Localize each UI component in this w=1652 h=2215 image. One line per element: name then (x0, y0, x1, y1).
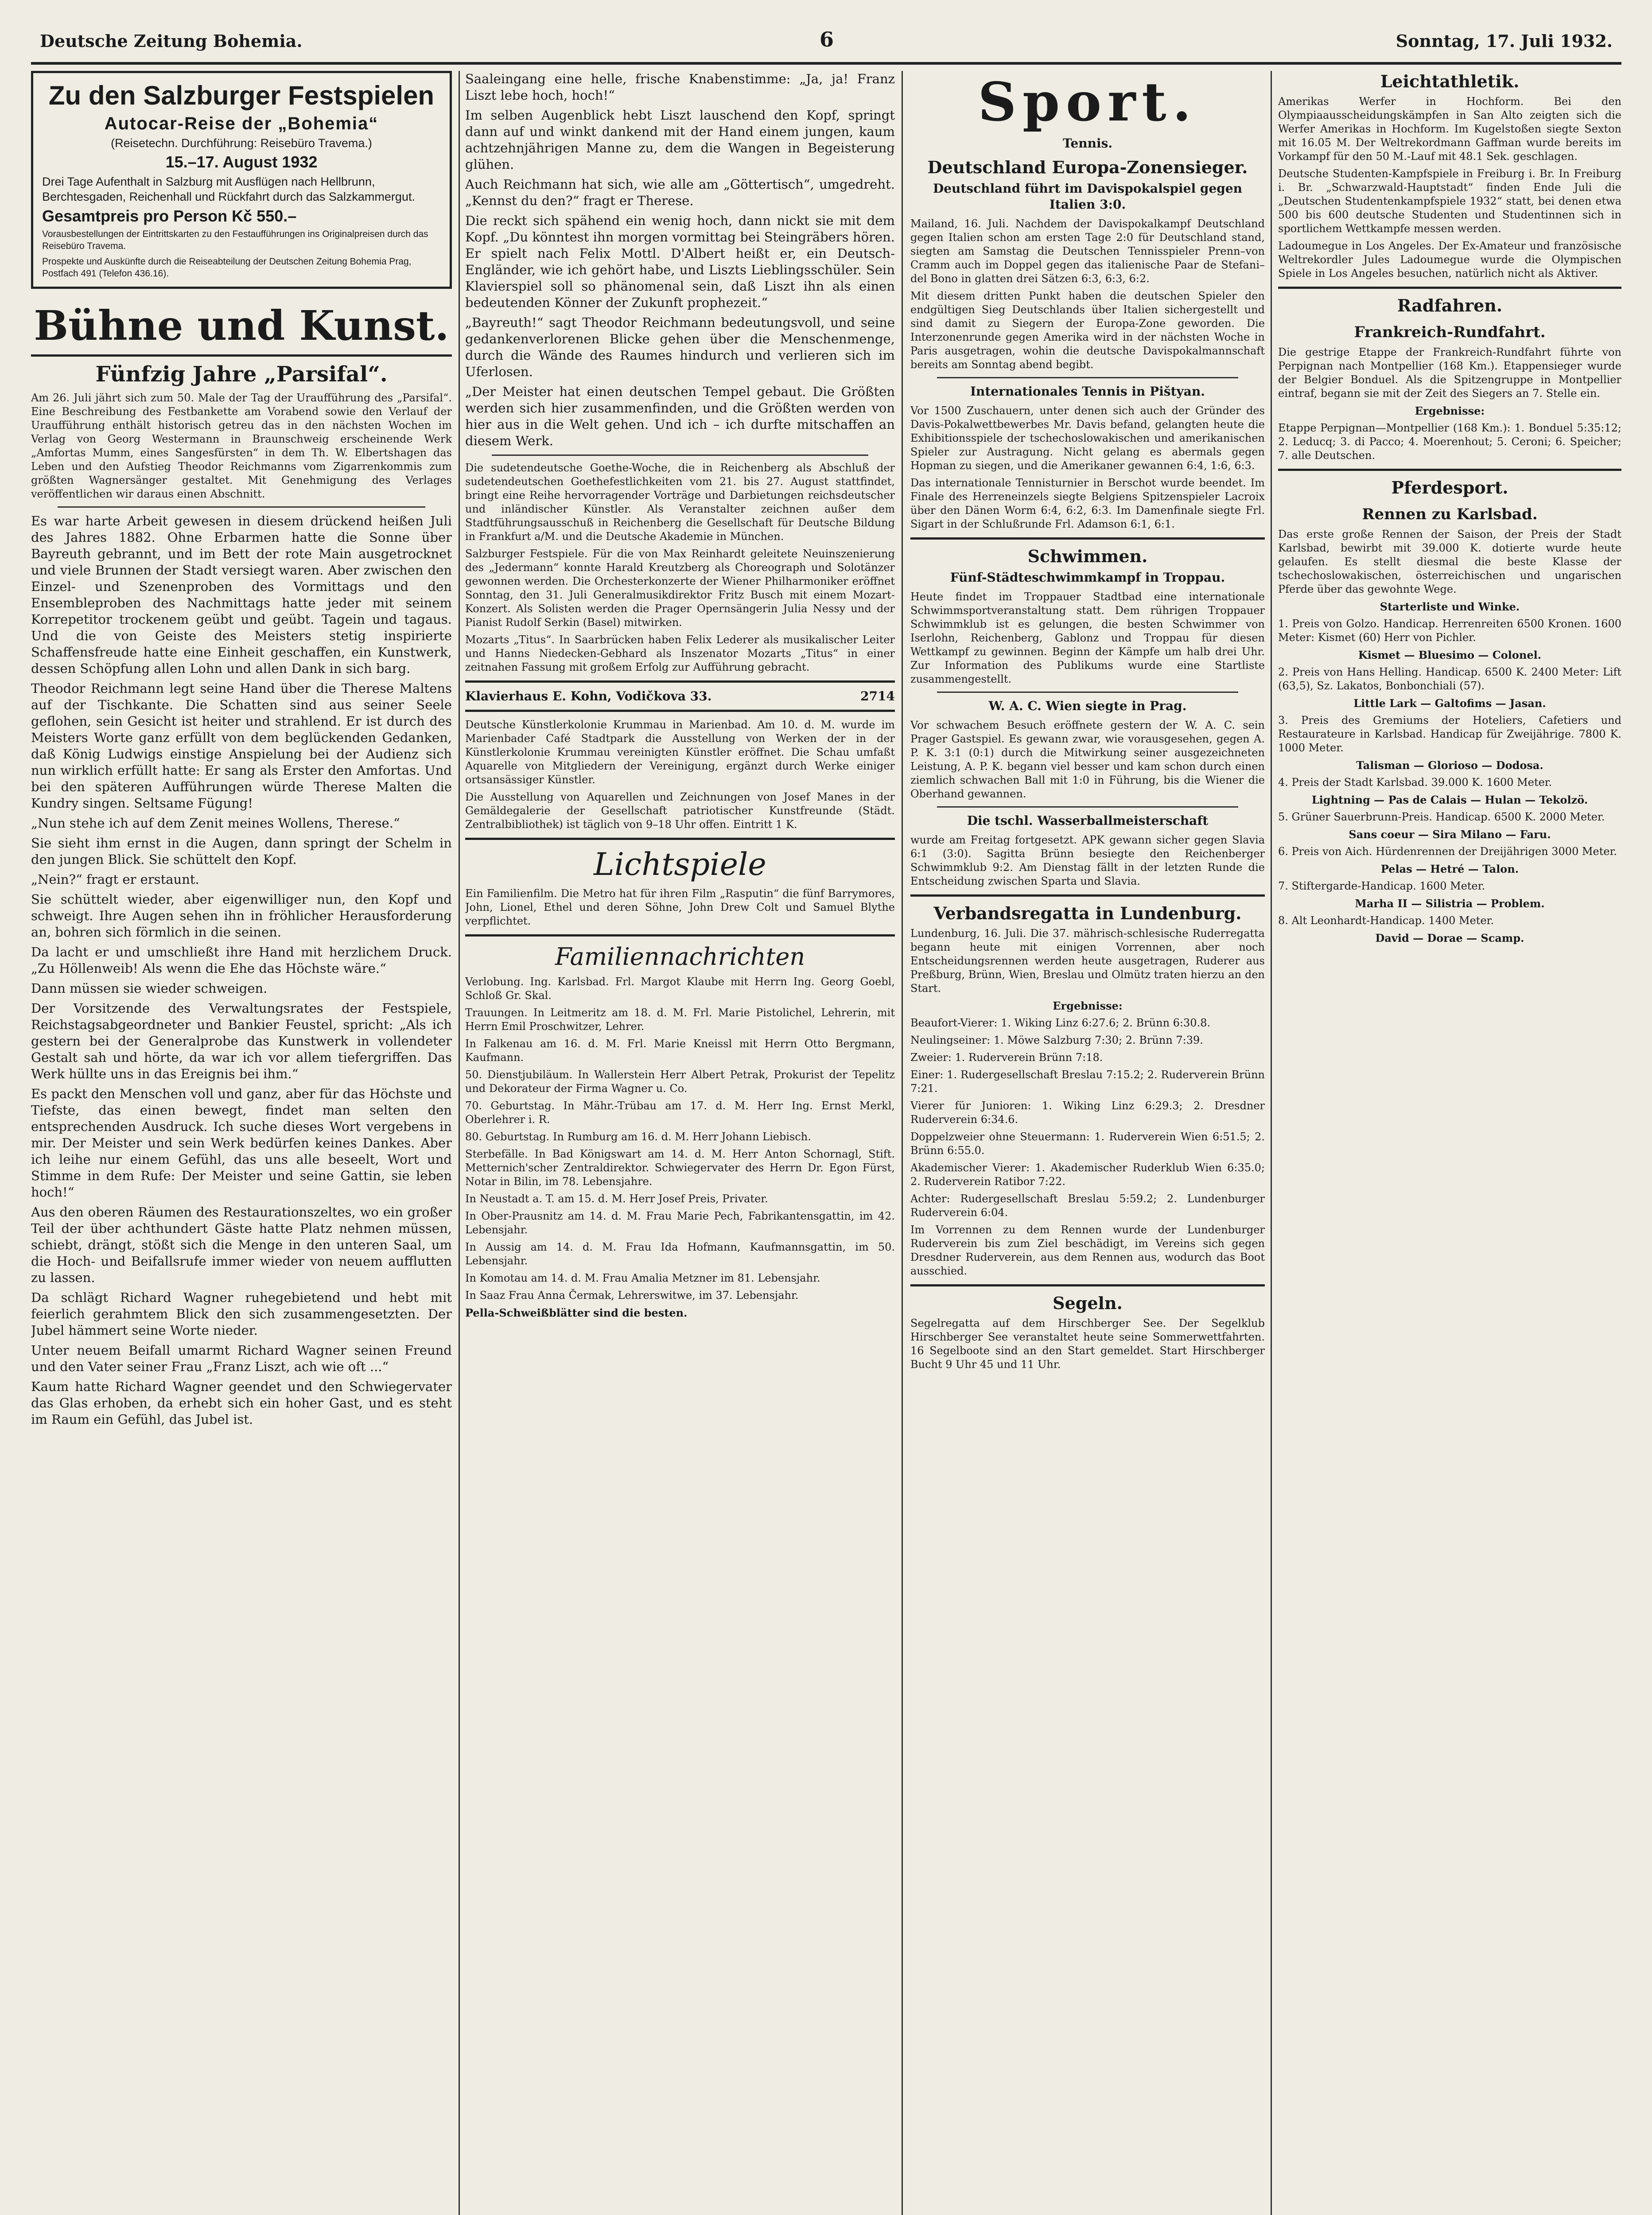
headline-regatta: Verbandsregatta in Lundenburg. (933, 903, 1242, 923)
result-line: Vierer für Junioren: 1. Wiking Linz 6:29.3; 2. Dresdner Ruderverein 6:34.6. (910, 1100, 1265, 1126)
article-paragraph: Vor 1500 Zuschauern, unter denen sich auch der Gründer des Davis-Pokalwettbewerbes Mr. Davis befand, gelangten heute die Exhibitionsspiele der tschechoslowakischen und amerikanischen Spieler zur Austragung. Nicht gelang es abermals gegen Hopman zu siegen, und die Amerikaner gewannen 6:4, 1:6, 6:3. (910, 404, 1265, 472)
family-notice: In Aussig am 14. d. M. Frau Ida Hofmann, Kaufmannsgattin, im 50. Lebensjahr. (465, 1241, 895, 1267)
article-paragraph: Saaleingang eine helle, frische Knabenstimme: „Ja, ja! Franz Liszt lebe hoch, hoch!“ (465, 71, 895, 103)
section-title-familien: Familiennachrichten (555, 943, 805, 971)
result-line: Akademischer Vierer: 1. Akademischer Ruderklub Wien 6:35.0; 2. Ruderverein Ratibor 7:22. (910, 1162, 1265, 1188)
piano-ad (465, 689, 895, 703)
family-notice: Sterbefälle. In Bad Königswart am 14. d. M. Herr Anton Schornagl, Stift. Metternich'scher Zentraldirektor. Schwiegervater des Herrn Dr. Egon Fürst, Notar in Bilin, im 78. Lebensjahre. (465, 1148, 895, 1188)
film-news: Ein Familienfilm. Die Metro hat für ihren Film „Rasputin“ die fünf Barrymores, John, Lionel, Ethel und deren Söhne, John Drew Colt und Samuel Blythe verpflichtet. (465, 887, 895, 927)
article-paragraph: Das erste große Rennen der Saison, der Preis der Stadt Karlsbad, bewirbt mit 39.000 K. dotierte wurde heute gelaufen. Es stellt diesmal die beste Klasse der tschechoslowakischen, österreichischen und ungarischen Pferde über das gewohnte Wege. (1278, 528, 1621, 595)
article-paragraph: Auch Reichmann hat sich, wie alle am „Göttertisch“, umgedreht. „Kennst du den?“ fragt er Therese. (465, 177, 895, 208)
masthead-left: Deutsche Zeitung Bohemia. (40, 31, 303, 51)
article-paragraph: Unter neuem Beifall umarmt Richard Wagner seinen Freund und den Vater seiner Frau „Franz Liszt, ach wie oft ...“ (31, 1343, 452, 1374)
result-line: Doppelzweier ohne Steuermann: 1. Ruderverein Wien 6:51.5; 2. Brünn 6:55.0. (910, 1131, 1265, 1157)
news-item: Die Ausstellung von Aquarellen und Zeichnungen von Josef Manes in der Gemäldegalerie der Gesellschaft patriotischer Kunstfreunde (Städt. Zentralbibliothek) ist täglich von 9–18 Uhr offen. Eintritt 1 K. (465, 791, 895, 831)
subsection-leichtathletik: Leichtathletik. (1380, 71, 1520, 91)
article-paragraph: Kaum hatte Richard Wagner geendet und den Schwiegervater das Glas erhoben, da erhebt sich ein hoher Gast, und es steht im Raum ein Gefühl, das Jubel ist. (31, 1379, 452, 1427)
race-tip: Sans coeur — Sira Milano — Faru. (1349, 828, 1551, 841)
ad-subtitle: Autocar-Reise der „Bohemia“ (104, 114, 379, 133)
race-entry: 2. Preis von Hans Helling. Handicap. 6500 K. 2400 Meter: Lift (63,5), Sz. Lakatos, Bonbonchiali (57). (1278, 666, 1621, 692)
family-notice: In Falkenau am 16. d. M. Frl. Marie Kneissl mit Herrn Otto Bergmann, Kaufmann. (465, 1038, 895, 1064)
article-paragraph: Theodor Reichmann legt seine Hand über die Therese Maltens auf der Tischkante. Die Schatten sind aus seiner Seele geflohen, sein Gesicht ist heiter und strahlend. Er ist durch des Meisters Worte ganz erfüllt von dem beglückenden Gedanken, daß König Ludwigs einstige Anspielung bei der Audienz sich nun wirklich erfüllt hatte: Er sang als Erster den Amfortas. Und bei den späteren Aufführungen würde Therese Malten die Kundry singen. Seltsame Fügung! (31, 681, 452, 811)
family-notice: 80. Geburtstag. In Rumburg am 16. d. M. Herr Johann Liebisch. (465, 1131, 811, 1143)
divider (465, 710, 895, 712)
results-label: Ergebnisse: (1415, 404, 1485, 417)
family-notice: Trauungen. In Leitmeritz am 18. d. M. Frl. Marie Pistolichel, Lehrerin, mit Herrn Emil Proschwitzer, Lehrer. (465, 1006, 895, 1033)
article-paragraph: Sie schüttelt wieder, aber eigenwilliger nun, den Kopf und schweigt. Ihre Augen sehen ihn in fröhlicher Herausforderung an, bohren sich förmlich in die seinen. (31, 892, 452, 940)
divider (465, 934, 895, 937)
race-tip: Marha II — Silistria — Problem. (1355, 897, 1545, 910)
article-paragraph: Die gestrige Etappe der Frankreich-Rundfahrt führte von Perpignan nach Montpellier (168 Km.). Etappensieger wurde der Belgier Bonduel. Als die Spitzengruppe in Montpellier eintraf, begann sie mit der Zeit des Siegers an 7. Stelle ein. (1278, 346, 1621, 400)
article-paragraph: Mailand, 16. Juli. Nachdem der Davispokalkampf Deutschland gegen Italien schon am ersten Tage 2:0 für Deutschland stand, siegten am Samstag die Deutschen Tennisspieler Prenn–von Cramm auch im Doppel gegen das italienische Paar de Stefani–del Bono in glatten drei Sätzen 6:3, 6:3, 6:2. (910, 218, 1265, 285)
race-tip: Lightning — Pas de Calais — Hulan — Tekolzö. (1311, 793, 1588, 806)
column-1 (31, 71, 452, 2215)
results-label: Ergebnisse: (1053, 999, 1123, 1012)
news-item: Mozarts „Titus“. In Saarbrücken haben Felix Lederer als musikalischer Leiter und Hanns Niedecken-Gebhard als Inszenator Mozarts „Titus“ in einer zeitnahen Fassung mit großem Erfolg zur Aufführung gebracht. (465, 633, 895, 673)
divider (937, 806, 1238, 808)
article-paragraph: „Nun stehe ich auf dem Zenit meines Wollens, Therese.“ (31, 816, 400, 831)
divider (58, 506, 425, 508)
news-item: Deutsche Künstlerkolonie Krummau in Marienbad. Am 10. d. M. wurde im Marienbader Café Stadtpark die Ausstellung von Werken der in der Künstlerkolonie Krummau vereinigten Künstler eröffnet. Die Schau umfaßt Aquarelle von Mitgliedern der Vereinigung, ergänzt durch Werke einiger ortsansässiger Künstler. (465, 719, 895, 786)
result-line: Achter: Rudergesellschaft Breslau 5:59.2; 2. Lundenburger Ruderverein 6:04. (910, 1193, 1265, 1219)
divider (910, 894, 1265, 897)
race-entry: 5. Grüner Sauerbrunn-Preis. Handicap. 6500 K. 2000 Meter. (1278, 811, 1605, 823)
subheadline-tennis: Deutschland führt im Davispokalspiel gegen Italien 3:0. (933, 181, 1243, 212)
ad-details: Drei Tage Aufenthalt in Salzburg mit Ausflügen nach Hellbrunn, Berchtesgaden, Reichenhall und Rückfahrt durch das Salzkammergut. (42, 175, 415, 203)
article-paragraph: Dann müssen sie wieder schweigen. (31, 981, 268, 996)
race-tip: Pelas — Hetré — Talon. (1380, 863, 1519, 875)
article-paragraph: Lundenburg, 16. Juli. Die 37. mährisch-schlesische Ruderregatta begann heute mit einigen Vorrennen, aber noch Entscheidungsrennen werden heute ausgetragen, Ruderer aus Preßburg, Brünn, Wien, Breslau und Olmütz traten hierzu an den Start. (910, 927, 1265, 995)
article-paragraph: Segelregatta auf dem Hirschberger See. Der Segelklub Hirschberger See veranstaltet heute seine Sommerwettfahrten. 16 Segelboote sind an den Start gemeldet. Start Hirschberger Bucht 9 Uhr 45 und 11 Uhr. (910, 1317, 1265, 1371)
race-tip: Talisman — Glorioso — Dodosa. (1356, 759, 1543, 772)
subsection-pferdesport: Pferdesport. (1391, 478, 1508, 497)
family-notice: 70. Geburtstag. In Mähr.-Trübau am 17. d. M. Herr Ing. Ernst Merkl, Oberlehrer i. R. (465, 1100, 895, 1126)
column-rule (1271, 71, 1272, 2215)
article-paragraph: Sie sieht ihm ernst in die Augen, dann springt der Schelm in den jungen Blick. Sie schüttelt den Kopf. (31, 835, 452, 867)
headline-wasserball: Die tschl. Wasserballmeisterschaft (967, 813, 1209, 828)
divider (937, 692, 1238, 693)
article-paragraph: Es packt den Menschen voll und ganz, aber für das Höchste und Tiefste, das einen bewegt, findet man selten den entsprechenden Ausdruck. Ich suche dieses Wort vergebens in mir. Der Meister und sein Werk bedürfen keines Dankes. Aber ich leihe nur einem Gefühl, das uns alle beseelt, Wort und Stimme in dem Rufe: Der Meister und seine Gattin, sie leben hoch!“ (31, 1086, 452, 1200)
article-title-parsifal: Fünfzig Jahre „Parsifal“. (95, 362, 388, 387)
race-tip: Kismet — Bluesimo — Colonel. (1358, 649, 1542, 661)
result-line: Einer: 1. Rudergesellschaft Breslau 7:15.2; 2. Ruderverein Brünn 7:21. (910, 1069, 1265, 1095)
article-intro: Am 26. Juli jährt sich zum 50. Male der Tag der Uraufführung des „Parsifal“. Eine Beschreibung des Festbankette am Vorabend sowie den Verlauf der Uraufführung enthält historisch getreu das in den nächsten Wochen im Verlag von Georg Westermann in Braunschweig erscheinende Werk „Amfortas Mumm, eines Sangesfürsten“ in dem Th. W. Elbertshagen das Leben und den Aufstieg Theodor Reichmanns vom Zigarrenkommis zum größten Wagnersänger gestaltet. Mit Genehmigung des Verlages veröffentlichen wir daraus einen Abschnitt. (31, 392, 452, 500)
result-line: Etappe Perpignan—Montpellier (168 Km.): 1. Bonduel 5:35:12; 2. Leducq; 3. di Pacco; 4. Moerenhout; 5. Ceroni; 6. Speicher; 7. alle Deutschen. (1278, 422, 1621, 462)
newspaper-page (31, 18, 1621, 2215)
news-item: Die sudetendeutsche Goethe-Woche, die in Reichenberg als Abschluß der sudetendeutschen Goethefestlichkeiten vom 21. bis 27. August stattfindet, bringt eine Reihe hervorragender Vorträge und Darbietungen reichsdeutscher und inländischer Künstler. Als Veranstalter zeichnen außer dem Stadtführungsausschuß in Reichenberg die Gesellschaft für Deutsche Bildung in Frankfurt a/M. und die Deutsche Akademie in München. (465, 462, 895, 543)
article-paragraph: Das internationale Tennisturnier in Berschot wurde beendet. Im Finale des Herreneinzels siegte Belgiens Spitzenspieler Lacroix über den Dänen Worm 6:4, 6:2, 6:3. Im Damenfinale siegte Frl. Sigart in der Schlußrunde Frl. Adamson 6:1, 6:1. (910, 477, 1265, 530)
ad-organizer: (Reisetechn. Durchführung: Reisebüro Travema.) (111, 136, 372, 150)
family-notice: Pella-Schweißblätter sind die besten. (465, 1306, 688, 1319)
column-4 (1278, 71, 1621, 2215)
article-paragraph: Da schlägt Richard Wagner ruhegebietend und hebt mit feierlich gerahmtem Blick den sich zusammengesetzten. Der Jubel hämmert seine Worte nieder. (31, 1290, 452, 1338)
divider (1278, 287, 1621, 289)
column-3 (910, 71, 1265, 2215)
piano-ad-text: Klavierhaus E. Kohn, Vodičkova 33. (465, 689, 712, 703)
race-tip: David — Dorae — Scamp. (1375, 932, 1524, 944)
result-line: Beaufort-Vierer: 1. Wiking Linz 6:27.6; 2. Brünn 6:30.8. (910, 1017, 1211, 1029)
ad-note: Vorausbestellungen der Eintrittskarten zu den Festaufführungen ins Originalpreisen durch das Reisebüro Travema. (42, 229, 428, 251)
subsection-tennis: Tennis. (1062, 136, 1113, 151)
section-title-lichtspiele: Lichtspiele (594, 846, 766, 882)
article-paragraph: Der Vorsitzende des Verwaltungsrates der Festspiele, Reichstagsabgeordneter und Bankier Feustel, spricht: „Als ich gestern bei der Generalprobe das Kunstwerk in vollendeter Gestalt sah und hörte, da war ich vor allem tiefergriffen. Das Werk hüllte uns in das Ereignis bei ihm.“ (31, 1001, 452, 1081)
article-paragraph: „Nein?“ fragt er erstaunt. (31, 872, 199, 887)
article-paragraph: Im Vorrennen zu dem Rennen wurde der Lundenburger Ruderverein bis zum Ziel beschädigt, im Vereins sich gegen Dresdner Ruderverein, aus dem Rennen aus, wodurch das Boot ausschied. (910, 1224, 1265, 1277)
article-paragraph: Vor schwachem Besuch eröffnete gestern der W. A. C. sein Prager Gastspiel. Es gewann zwar, wie vorausgesehen, gegen A. P. K. 3:1 (0:1) durch die Mitwirkung seiner ausgezeichneten Leistung, A. P. K. begann viel besser und kam schon durch einen ziemlich schwachen Ball mit 1:0 in Führung, bis die Wiener die Oberhand gewannen. (910, 719, 1265, 800)
divider (465, 838, 895, 840)
headline-tennis: Deutschland Europa-Zonensieger. (927, 157, 1248, 177)
race-tip: Little Lark — Galtofims — Jasan. (1353, 697, 1546, 710)
headline-pistyan: Internationales Tennis in Pištyan. (970, 384, 1205, 399)
issue-date: Sonntag, 17. Juli 1932. (1395, 31, 1613, 51)
article-paragraph: Im selben Augenblick hebt Liszt lauschend den Kopf, springt dann auf und winkt dankend mit der Hand einem jungen, kaum achtzehnjährigen Manne zu, dem die Wangen in Begeisterung glühen. (465, 108, 895, 172)
news-item: Salzburger Festspiele. Für die von Max Reinhardt geleitete Neuinszenierung des „Jedermann“ konnte Harald Kreutzberg als Choreograph und Solotänzer gewonnen werden. Die Orchesterkonzerte der Wiener Philharmoniker eröffnet Sonntag, den 31. Juli Generalmusikdirektor Fritz Busch mit einem Mozart-Konzert. Als Solisten werden die Prager Opernsängerin Julia Nessy und der Pianist Rudolf Serkin (Basel) mitwirken. (465, 548, 895, 629)
subsection-schwimmen: Schwimmen. (1027, 546, 1148, 566)
article-paragraph: Amerikas Werfer in Hochform. Bei den Olympiaausscheidungskämpfen in San Alto zeigten sich die Werfer Amerikas in Hochform. Im Kugelstoßen siegte Sexton mit 16.05 M. Der Weltrekordmann Gaffman wurde bereits im Vorkampf für den 50 M.-Lauf mit 48.1 Sek. geschlagen. (1278, 95, 1621, 163)
family-notice: In Ober-Prausnitz am 14. d. M. Frau Marie Pech, Fabrikantensgattin, im 42. Lebensjahr. (465, 1210, 895, 1236)
article-paragraph: Heute findet im Troppauer Stadtbad eine internationale Schwimmsportveranstaltung statt. Dem rührigen Troppauer Schwimmklub ist es gelungen, die besten Schwimmer von Iserlohn, Reichenberg, Gablonz und Troppau für diesen Wettkampf zu gewinnen. Beginn der Kämpfe um halb drei Uhr. Zur Information des Publikums wurde eine Startliste zusammengestellt. (910, 591, 1265, 685)
article-paragraph: „Bayreuth!“ sagt Theodor Reichmann bedeutungsvoll, und seine gedankenverlorenen Blicke gehen über die Menschenmenge, durch die Wände des Raumes hindurch und verlieren sich im Uferlosen. (465, 315, 895, 379)
festival-travel-ad (31, 71, 452, 289)
section-title-buehne: Bühne und Kunst. (31, 297, 452, 357)
divider (937, 377, 1238, 378)
result-line: Zweier: 1. Ruderverein Brünn 7:18. (910, 1051, 1103, 1064)
column-rule (902, 71, 903, 2215)
starters-label: Starterliste und Winke. (1380, 600, 1520, 613)
section-title-sport: Sport. (978, 71, 1197, 133)
article-paragraph: Mit diesem dritten Punkt haben die deutschen Spieler den endgültigen Sieg Deutschlands über Italien sichergestellt und sind damit zu Siegern der Europa-Zone geworden. Die Interzonenrunde gegen Amerika wird in der nächsten Woche in Paris ausgetragen, wohin die deutsche Davispokalmannschaft bereits am Sonntag abend begibt. (910, 290, 1265, 371)
race-entry: 4. Preis der Stadt Karlsbad. 39.000 K. 1600 Meter. (1278, 776, 1552, 789)
result-line: Neulingseiner: 1. Möwe Salzburg 7:30; 2. Brünn 7:39. (910, 1034, 1203, 1046)
family-notice: In Neustadt a. T. am 15. d. M. Herr Josef Preis, Privater. (465, 1193, 768, 1205)
race-entry: 1. Preis von Golzo. Handicap. Herrenreiten 6500 Kronen. 1600 Meter: Kismet (60) Herr von Pichler. (1278, 618, 1621, 644)
piano-ad-code: 2714 (860, 689, 895, 703)
subsection-segeln: Segeln. (1053, 1293, 1123, 1313)
divider (1278, 469, 1621, 471)
ad-dates: 15.–17. August 1932 (165, 153, 318, 171)
page-number: 6 (820, 27, 834, 51)
page-header (31, 18, 1621, 65)
article-paragraph: Es war harte Arbeit gewesen in diesem drückend heißen Juli des Jahres 1882. Ohne Erbarmen hatte die Sonne über Bayreuth gebrannt, und im Bett der rote Main ausgetrocknet und viele Brunnen der Stadt versiegt waren. Aber zwischen den Einzel- und Szenenproben des Vormittags und den Ensembleproben des Nachmittags hatte jeder mit seinem Korrepetitor trockenem geübt und geübt. Tagein und tagaus. Und die von Geiste des Meisters stetig inspirierte Schaffensfreude hatte eine Einheit geschaffen, ein Kunstwerk, dessen Schöpfung allen Lohn und allen Dank in sich barg. (31, 513, 452, 676)
article-paragraph: Ladoumegue in Los Angeles. Der Ex-Amateur und französische Weltrekordler Jules Ladoumegue wurde die Olympischen Spiele in Los Angeles besuchen, natürlich nicht als Aktiver. (1278, 240, 1621, 280)
race-entry: 3. Preis des Gremiums der Hoteliers, Cafetiers und Restaurateure in Karlsbad. Handicap für Zweijährige. 7800 K. 1000 Meter. (1278, 714, 1621, 754)
subsection-radfahren: Radfahren. (1397, 295, 1503, 315)
divider (910, 1284, 1265, 1286)
family-notice: Verlobung. Ing. Karlsbad. Frl. Margot Klaube mit Herrn Ing. Georg Goebl, Schloß Gr. Skal. (465, 975, 895, 1002)
article-paragraph: Aus den oberen Räumen des Restaurationszeltes, wo ein großer Teil der über achthundert Gäste hatte Platz nehmen müssen, schiebt, drängt, stößt sich die Menge in den unteren Saal, um die Hoch- und Beifallsrufe immer wieder von neuem aufflutten zu lassen. (31, 1205, 452, 1285)
article-paragraph: wurde am Freitag fortgesetzt. APK gewann sicher gegen Slavia 6:1 (3:0). Sagitta Brünn besiegte den Reichenberger Schwimmklub 9:2. Am Dienstag fällt in der letzten Runde die Entscheidung zwischen Sparta und Slavia. (910, 834, 1265, 887)
headline-wac: W. A. C. Wien siegte in Prag. (988, 699, 1187, 713)
headline-swim: Fünf-Städteschwimmkampf in Troppau. (950, 570, 1225, 585)
article-paragraph: Deutsche Studenten-Kampfspiele in Freiburg i. Br. In Freiburg i. Br. „Schwarzwald-Hauptstadt“ finden Ende Juli die „Deutschen Studentenkampfspiele 1932“ statt, bei denen etwa 500 bis 600 deutsche Studenten und Studentinnen sich in sportlichem Wettkampfe messen werden. (1278, 167, 1621, 235)
article-paragraph: „Der Meister hat einen deutschen Tempel gebaut. Die Größten werden sich hier zusammenfinden, und die Größten werden von hier aus in die Welt gehen. Und ich – ich durfte mitschaffen an diesem Werk. (465, 384, 895, 448)
divider (465, 680, 895, 683)
column-rule (459, 71, 460, 2215)
divider (910, 537, 1265, 540)
article-paragraph: Die reckt sich spähend ein wenig hoch, dann nickt sie mit dem Kopf. „Du könntest ihn morgen vormittag bei Steingräbers hören. Er spielt nach Felix Mottl. D'Albert heißt er, ein Deutsch-Engländer, wie ich gehört habe, und Liszts Lieblingsschüler. Sein Klavierspiel soll so phänomenal sein, daß Liszt ihn als einen bedeutenden Könner der Zukunft prophezeit.“ (465, 213, 895, 310)
headline-rundfahrt: Frankreich-Rundfahrt. (1354, 323, 1546, 341)
race-entry: 6. Preis von Aich. Hürdenrennen der Dreijährigen 3000 Meter. (1278, 845, 1617, 858)
family-notice: In Komotau am 14. d. M. Frau Amalia Metzner im 81. Lebensjahr. (465, 1272, 820, 1284)
divider (492, 455, 868, 456)
race-entry: 7. Stiftergarde-Handicap. 1600 Meter. (1278, 880, 1485, 892)
ad-title: Zu den Salzburger Festspielen (48, 81, 435, 110)
article-paragraph: Da lacht er und umschließt ihre Hand mit herzlichem Druck. „Zu Höllenweib! Als wenn die Ehe das Höchste wäre.“ (31, 944, 452, 976)
headline-karlsbad: Rennen zu Karlsbad. (1362, 505, 1538, 523)
family-notice: In Saaz Frau Anna Čermak, Lehrerswitwe, im 37. Lebensjahr. (465, 1289, 799, 1302)
ad-contact: Prospekte und Auskünfte durch die Reiseabteilung der Deutschen Zeitung Bohemia Prag, Postfach 491 (Telefon 436.16). (42, 256, 412, 279)
ad-price: Gesamtpreis pro Person Kč 550.– (42, 207, 297, 225)
race-entry: 8. Alt Leonhardt-Handicap. 1400 Meter. (1278, 914, 1494, 927)
column-2 (465, 71, 895, 2215)
family-notice: 50. Dienstjubiläum. In Wallerstein Herr Albert Petrak, Prokurist der Tepelitz und Dekorateur der Firma Wagner u. Co. (465, 1069, 895, 1095)
